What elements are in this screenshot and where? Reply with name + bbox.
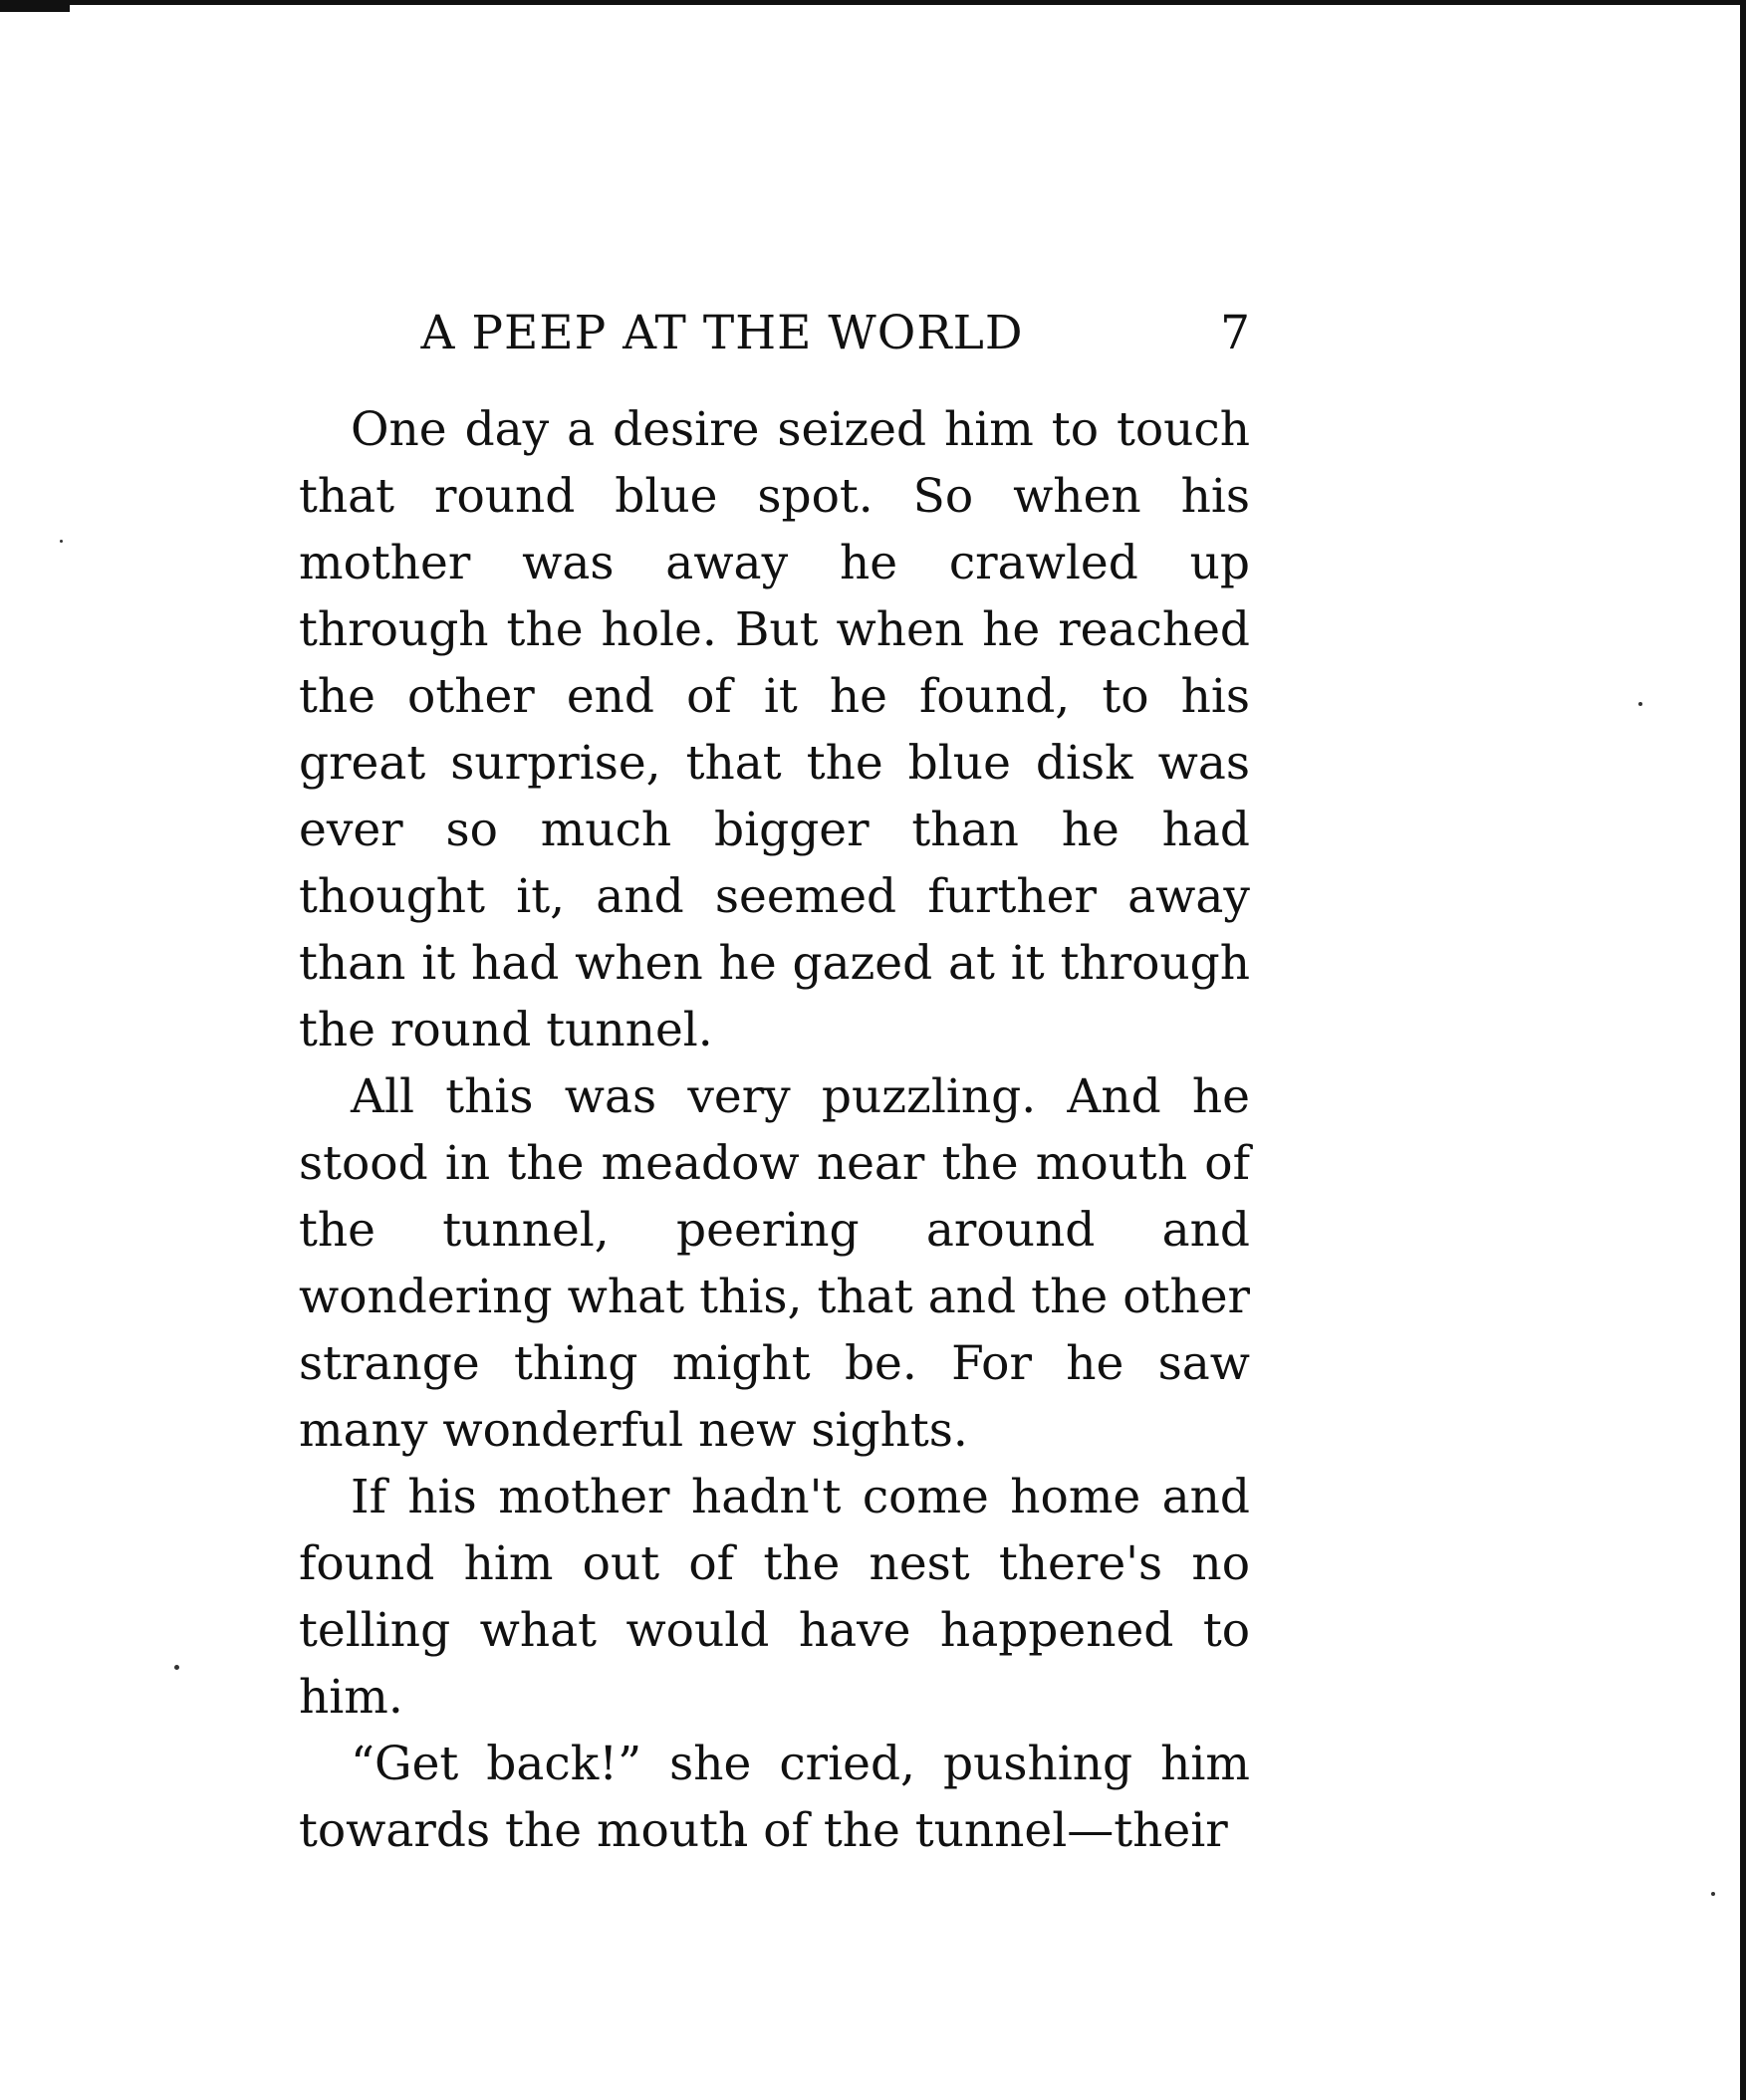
scan-edge-top <box>0 0 1746 5</box>
page-number: 7 <box>1220 306 1250 360</box>
paragraph: One day a desire seized him to touch that round blue spot. So when his mother was away he crawled up through the hole. But when he reached the other end of it he found, to his great surprise, that the blue disk was ever so much bigger than he had thought it, and seemed further away than it had when he gazed at it through the round tunnel. <box>299 402 1250 1057</box>
paragraph: “Get back!” she cried, pushing him towards the mouth of the tunnel—their <box>299 1737 1250 1858</box>
running-title: A PEEP AT THE WORLD <box>420 306 1024 360</box>
scan-speck <box>1711 1892 1715 1896</box>
paragraph: If his mother hadn't come home and found him out of the nest there's no telling what would have happened to him. <box>299 1470 1250 1725</box>
scan-edge-corner <box>0 0 70 12</box>
scan-edge-right <box>1740 0 1746 2100</box>
scan-speck <box>174 1665 179 1670</box>
scan-speck <box>60 540 63 543</box>
page-header <box>299 304 1250 363</box>
scan-speck <box>1638 702 1642 706</box>
paragraph: All this was very puzzling. And he stood in the meadow near the mouth of the tunnel, peering around and wondering what this, that and the other strange thing might be. For he saw many wonderful new sights. <box>299 1069 1250 1458</box>
body-text <box>299 396 1250 1864</box>
